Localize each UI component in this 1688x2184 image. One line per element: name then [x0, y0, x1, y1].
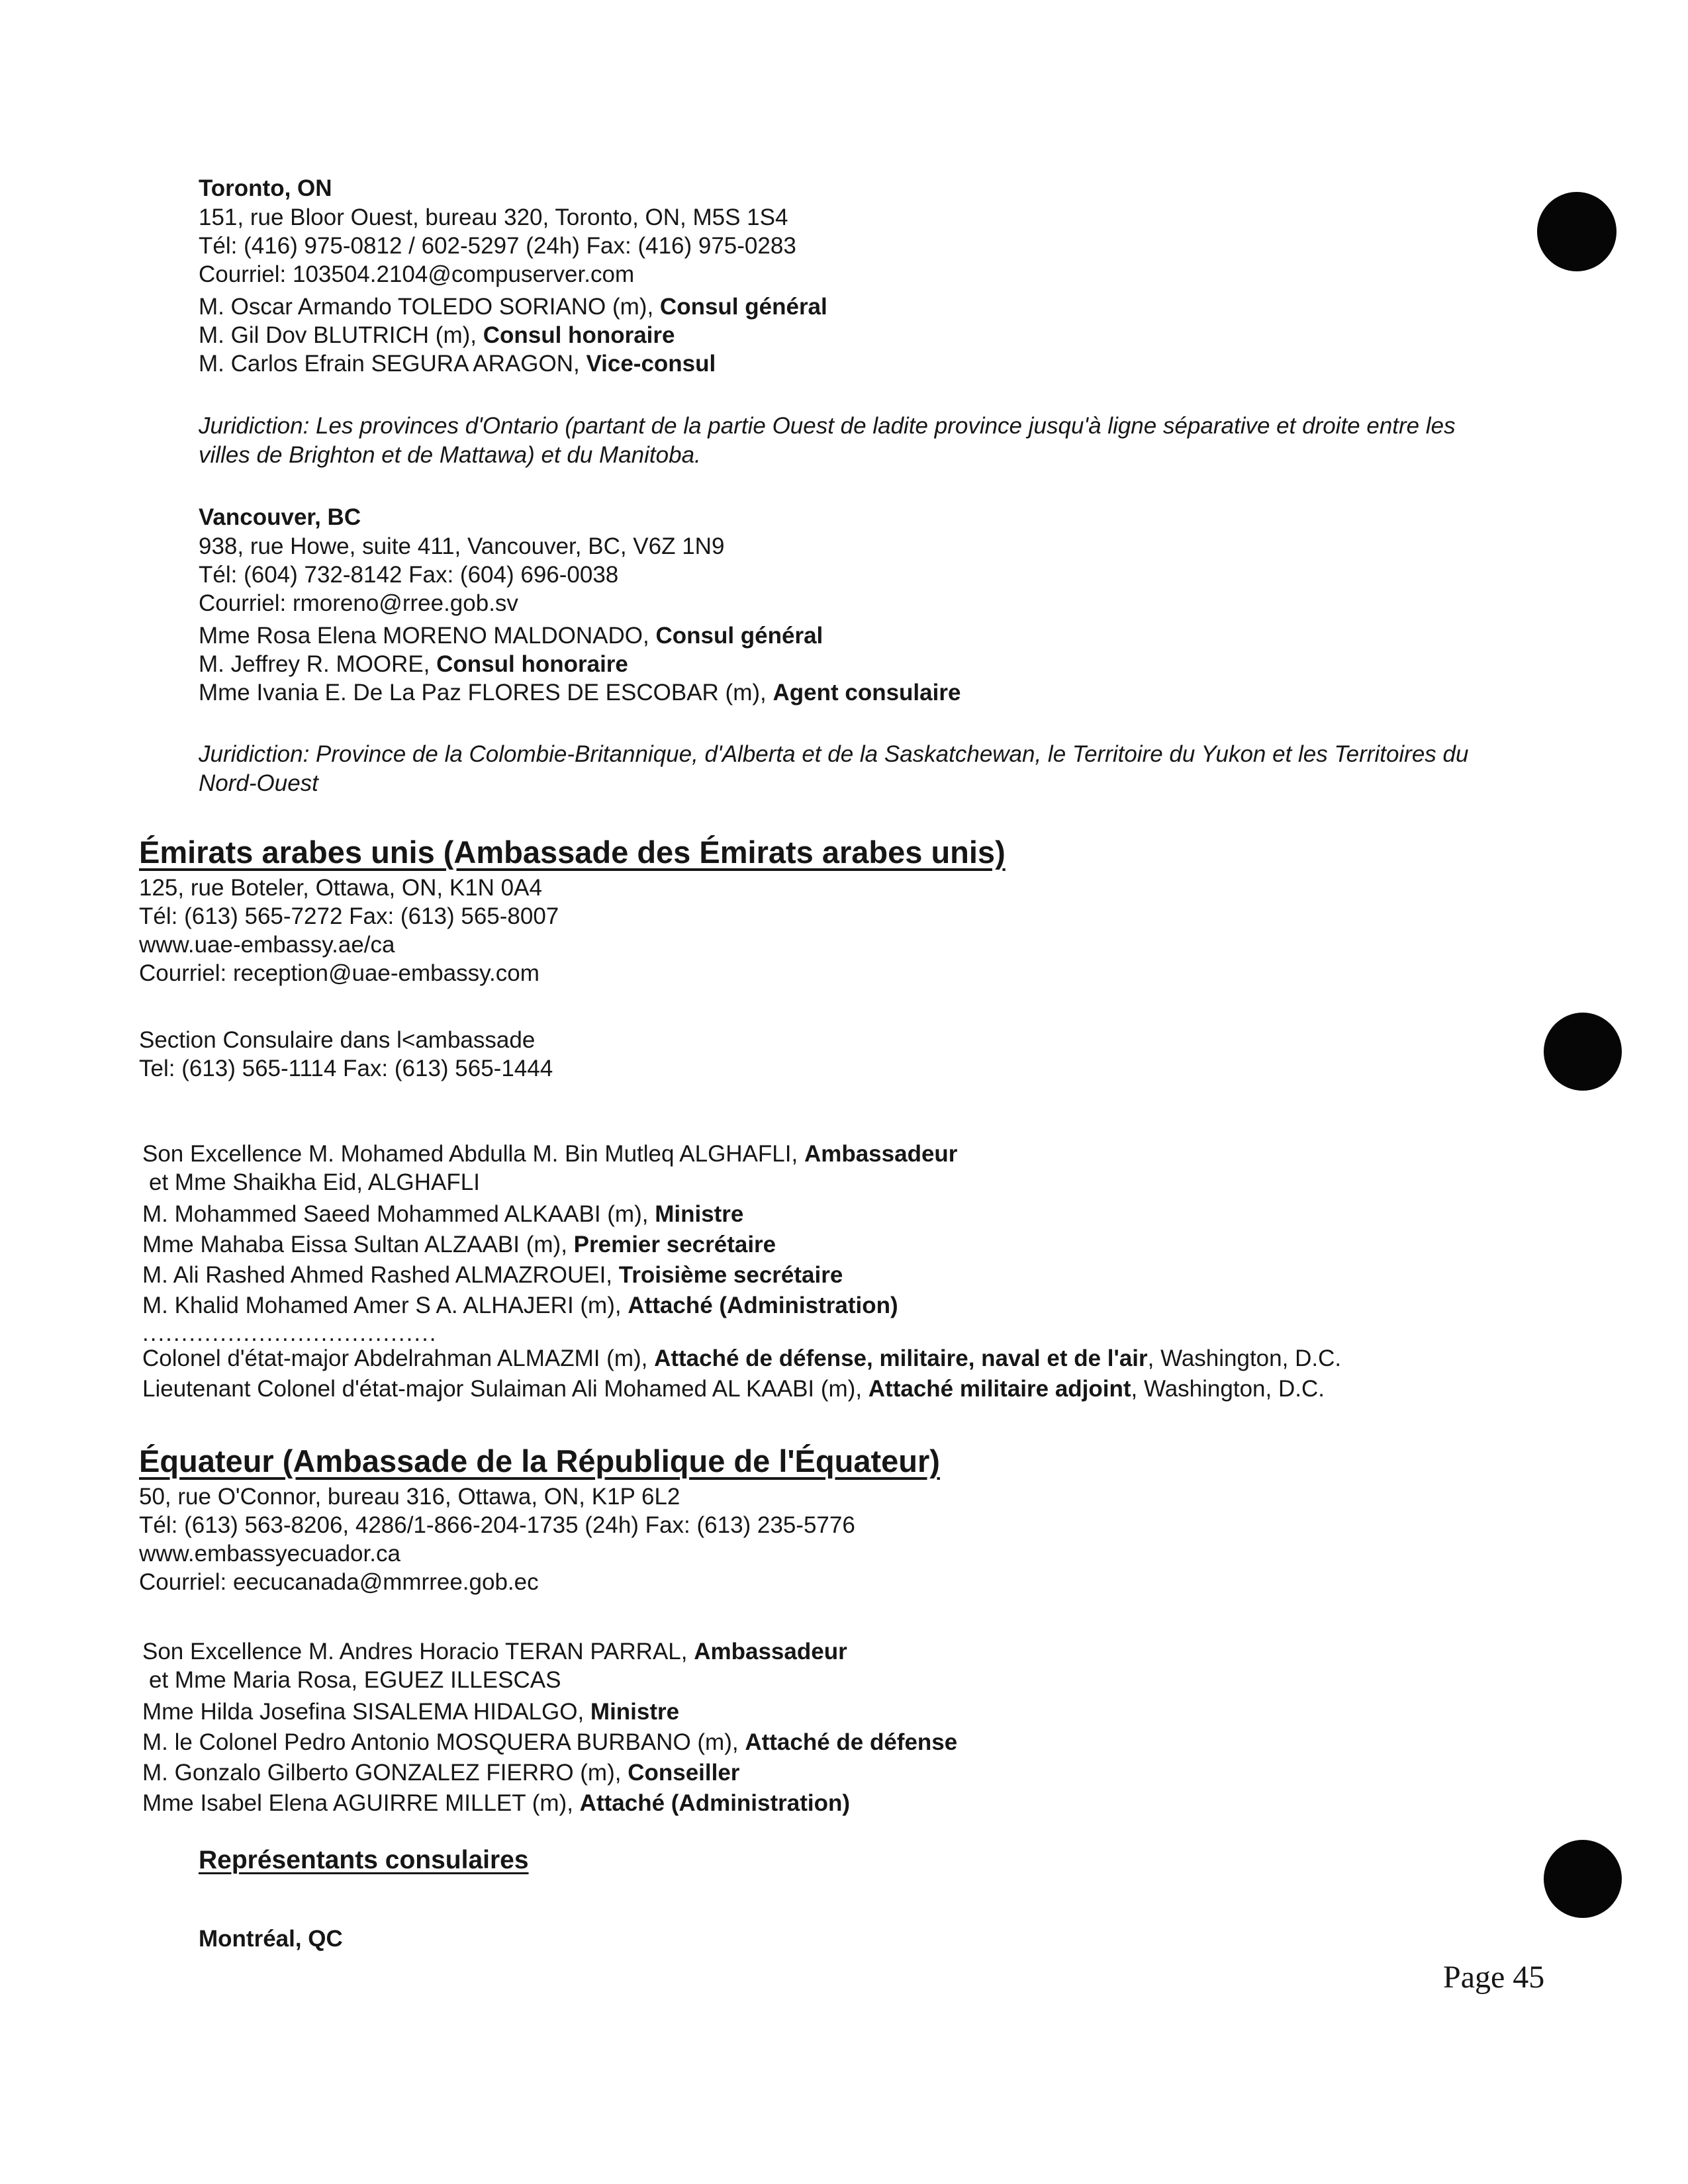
staff-line: M. Jeffrey R. MOORE, Consul honoraire: [199, 651, 628, 677]
toronto-city: Toronto, ON: [199, 175, 332, 201]
uae-heading: Émirats arabes unis (Ambassade des Émirats arabes unis): [139, 835, 1006, 870]
staff-line: M. Mohammed Saeed Mohammed ALKAABI (m), Ministre: [142, 1201, 744, 1227]
ecuador-staff: [142, 1637, 957, 1819]
vancouver-address: 938, rue Howe, suite 411, Vancouver, BC, V6Z 1N9: [199, 533, 725, 559]
staff-line: Mme Isabel Elena AGUIRRE MILLET (m), Attaché (Administration): [142, 1790, 851, 1816]
punch-hole-bottom: [1544, 1840, 1622, 1918]
spouse-line: et Mme Shaikha Eid, ALGHAFLI: [149, 1169, 480, 1195]
staff-line: Mme Rosa Elena MORENO MALDONADO, Consul général: [199, 623, 823, 649]
military-line: Lieutenant Colonel d'état-major Sulaiman Ali Mohamed AL KAABI (m), Attaché militaire adjoint, Washington, D.C.: [142, 1376, 1325, 1402]
staff-line: M. Oscar Armando TOLEDO SORIANO (m), Consul général: [199, 294, 827, 320]
spouse-line: et Mme Maria Rosa, EGUEZ ILLESCAS: [149, 1667, 561, 1693]
vancouver-consulate: [199, 503, 961, 707]
staff-line: Mme Hilda Josefina SISALEMA HIDALGO, Ministre: [142, 1699, 680, 1725]
staff-line: Mme Ivania E. De La Paz FLORES DE ESCOBAR (m), Agent consulaire: [199, 680, 961, 705]
vancouver-jurisdiction: Juridiction: Province de la Colombie-Britannique, d'Alberta et de la Saskatchewan, le Territoire du Yukon et les Territoires du Nord-Ouest: [199, 741, 1469, 796]
toronto-address: 151, rue Bloor Ouest, bureau 320, Toronto, ON, M5S 1S4: [199, 205, 788, 230]
vancouver-phone: Tél: (604) 732-8142 Fax: (604) 696-0038: [199, 562, 619, 588]
uae-consular-phone: Tel: (613) 565-1114 Fax: (613) 565-1444: [139, 1056, 553, 1081]
dotted-separator: ......................................: [142, 1320, 438, 1346]
uae-staff: [142, 1140, 1341, 1404]
page-number: Page 45: [1443, 1960, 1545, 1995]
ecuador-address: 50, rue O'Connor, bureau 316, Ottawa, ON, K1P 6L2: [139, 1484, 680, 1510]
uae-website: www.uae-embassy.ae/ca: [139, 932, 395, 958]
military-line: Colonel d'état-major Abdelrahman ALMAZMI (m), Attaché de défense, militaire, naval et de l'air, Washington, D.C.: [142, 1345, 1342, 1371]
toronto-phone: Tél: (416) 975-0812 / 602-5297 (24h) Fax: (416) 975-0283: [199, 233, 796, 259]
toronto-jurisdiction: Juridiction: Les provinces d'Ontario (partant de la partie Ouest de ladite province jusqu'à ligne séparative et droite entre les villes de Brighton et de Mattawa) et du Manitoba.: [199, 413, 1456, 468]
uae-address: 125, rue Boteler, Ottawa, ON, K1N 0A4: [139, 875, 542, 901]
staff-line: M. Gil Dov BLUTRICH (m), Consul honoraire: [199, 322, 675, 348]
ecuador-email: Courriel: eecucanada@mmrree.gob.ec: [139, 1569, 539, 1595]
ambassador-line: Son Excellence M. Mohamed Abdulla M. Bin Mutleq ALGHAFLI, Ambassadeur: [142, 1141, 958, 1167]
staff-line: M. Ali Rashed Ahmed Rashed ALMAZROUEI, Troisième secrétaire: [142, 1262, 843, 1288]
uae-phone: Tél: (613) 565-7272 Fax: (613) 565-8007: [139, 903, 559, 929]
uae-consular-section: [139, 1026, 553, 1083]
uae-email: Courriel: reception@uae-embassy.com: [139, 960, 539, 986]
vancouver-email: Courriel: rmoreno@rree.gob.sv: [199, 590, 518, 616]
punch-hole-middle: [1544, 1013, 1622, 1091]
ecuador-contact: [139, 1482, 855, 1596]
staff-line: Mme Mahaba Eissa Sultan ALZAABI (m), Premier secrétaire: [142, 1232, 776, 1257]
montreal-city: Montréal, QC: [199, 1926, 343, 1952]
consular-representatives-heading: Représentants consulaires: [199, 1846, 529, 1874]
ambassador-line: Son Excellence M. Andres Horacio TERAN PARRAL, Ambassadeur: [142, 1639, 847, 1664]
uae-contact: [139, 874, 559, 987]
ecuador-heading: Équateur (Ambassade de la République de l'Équateur): [139, 1443, 940, 1479]
staff-line: M. Carlos Efrain SEGURA ARAGON, Vice-consul: [199, 351, 716, 377]
vancouver-city: Vancouver, BC: [199, 504, 361, 530]
uae-consular-label: Section Consulaire dans l<ambassade: [139, 1027, 536, 1053]
toronto-consulate: [199, 174, 827, 378]
staff-line: M. Khalid Mohamed Amer S A. ALHAJERI (m), Attaché (Administration): [142, 1293, 898, 1318]
ecuador-website: www.embassyecuador.ca: [139, 1541, 400, 1567]
punch-hole-top: [1537, 192, 1617, 271]
staff-line: M. Gonzalo Gilberto GONZALEZ FIERRO (m), Conseiller: [142, 1760, 740, 1786]
staff-line: M. le Colonel Pedro Antonio MOSQUERA BURBANO (m), Attaché de défense: [142, 1729, 958, 1755]
toronto-email: Courriel: 103504.2104@compuserver.com: [199, 261, 635, 287]
ecuador-phone: Tél: (613) 563-8206, 4286/1-866-204-1735 (24h) Fax: (613) 235-5776: [139, 1512, 855, 1538]
